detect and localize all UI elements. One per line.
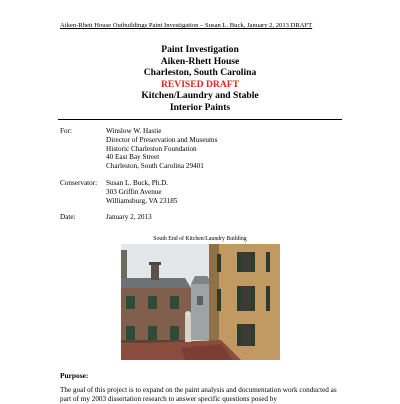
- for-value: [106, 127, 360, 171]
- for-line: Director of Preservation and Museums: [106, 135, 218, 144]
- purpose-paragraph: The goal of this project is to expand on the paint analysis and documentation work conducted as part of my 2003 dissertation research to answer specific questions posed by: [60, 386, 337, 403]
- for-label: For:: [60, 127, 72, 135]
- for-line: Charleston, South Carolina 29401: [106, 162, 204, 171]
- title-line: Charleston, South Carolina: [143, 67, 257, 79]
- conservator-line: 303 Griffin Avenue: [106, 187, 162, 196]
- conservator-row: [60, 179, 360, 205]
- for-row: [60, 127, 360, 171]
- title-line: Paint Investigation: [161, 44, 239, 55]
- figure-caption: South End of Kitchen/Laundry Building: [153, 236, 247, 242]
- running-header: Aiken-Rhett House Outbuildings Paint Investigation – Susan L. Buck, January 2, 2013 DRAFT: [60, 22, 313, 29]
- for-line: Historic Charleston Foundation: [106, 144, 197, 153]
- date-value: January 2, 2013: [106, 213, 152, 222]
- conservator-value: [106, 179, 360, 205]
- building-photo: [121, 244, 280, 360]
- title-line: Interior Paints: [169, 101, 231, 113]
- for-line: Winslow W. Hastie: [106, 127, 162, 135]
- date-row: [60, 213, 360, 222]
- date-label: Date:: [60, 213, 76, 222]
- horizontal-divider: [58, 119, 342, 120]
- conservator-label: Conservator:: [60, 178, 98, 187]
- conservator-line: Williamsburg, VA 23185: [106, 196, 178, 205]
- title-line: Aiken-Rhett House: [160, 55, 240, 67]
- conservator-line: Susan L. Buck, Ph.D.: [106, 178, 169, 187]
- address-fields: [60, 127, 360, 222]
- title-line: Kitchen/Laundry and Stable: [141, 90, 259, 102]
- revised-draft-label: REVISED DRAFT: [160, 78, 240, 90]
- for-line: 40 East Bay Street: [106, 153, 160, 162]
- building-photo-illustration: [121, 244, 280, 360]
- purpose-heading: Purpose:: [60, 371, 89, 380]
- title-block: [0, 44, 400, 114]
